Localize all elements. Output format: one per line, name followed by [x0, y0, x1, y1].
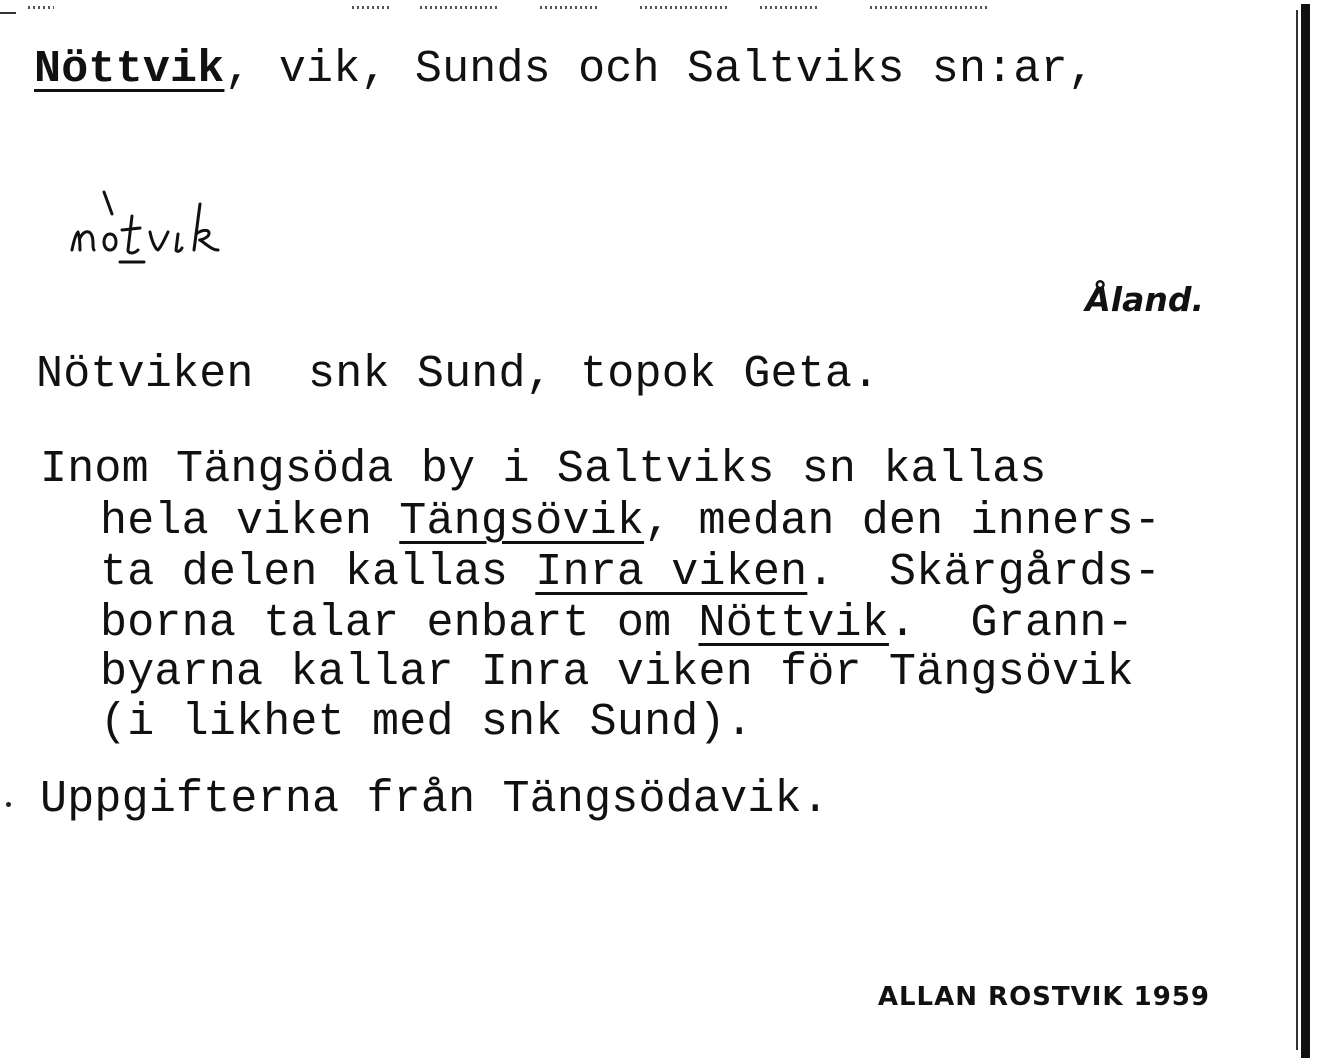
handwritten-pronunciation: [66, 188, 296, 278]
headline: [34, 44, 1095, 95]
body-line-4-b: . Grann-: [888, 598, 1134, 649]
card-edge-line: [1296, 10, 1298, 1050]
body-line-3-a: ta delen kallas: [100, 547, 536, 598]
body-line-2: [100, 496, 1161, 547]
headword: Nöttvik: [34, 44, 225, 95]
body-line-2-b: , medan den inners-: [644, 496, 1161, 547]
body-line-4-a: borna talar enbart om: [100, 598, 699, 649]
underlined-inra-viken: Inra viken: [535, 547, 808, 598]
margin-dot: [6, 802, 11, 807]
region-label: Åland.: [1085, 280, 1204, 319]
body-line-5: byarna kallar Inra viken för Tängsövik: [100, 647, 1134, 698]
footer-line: Uppgifterna från Tängsödavik.: [40, 774, 829, 825]
scan-artifacts: [0, 6, 1290, 16]
source-line: Nötviken snk Sund, topok Geta.: [36, 349, 880, 400]
card-edge-shadow: [1301, 4, 1310, 1058]
body-line-1: Inom Tängsöda by i Saltviks sn kallas: [40, 444, 1047, 495]
body-line-3: [100, 547, 1161, 598]
underlined-tangsovik: Tängsövik: [399, 496, 645, 547]
body-line-6: (i likhet med snk Sund).: [100, 697, 753, 748]
author-stamp: ALLAN ROSTVIK 1959: [877, 982, 1210, 1012]
headline-rest: , vik, Sunds och Saltviks sn:ar,: [224, 44, 1095, 95]
body-line-4: [100, 598, 1134, 649]
body-line-2-a: hela viken: [100, 496, 400, 547]
underlined-nottvik: Nöttvik: [698, 598, 889, 649]
body-line-3-b: . Skärgårds-: [807, 547, 1161, 598]
